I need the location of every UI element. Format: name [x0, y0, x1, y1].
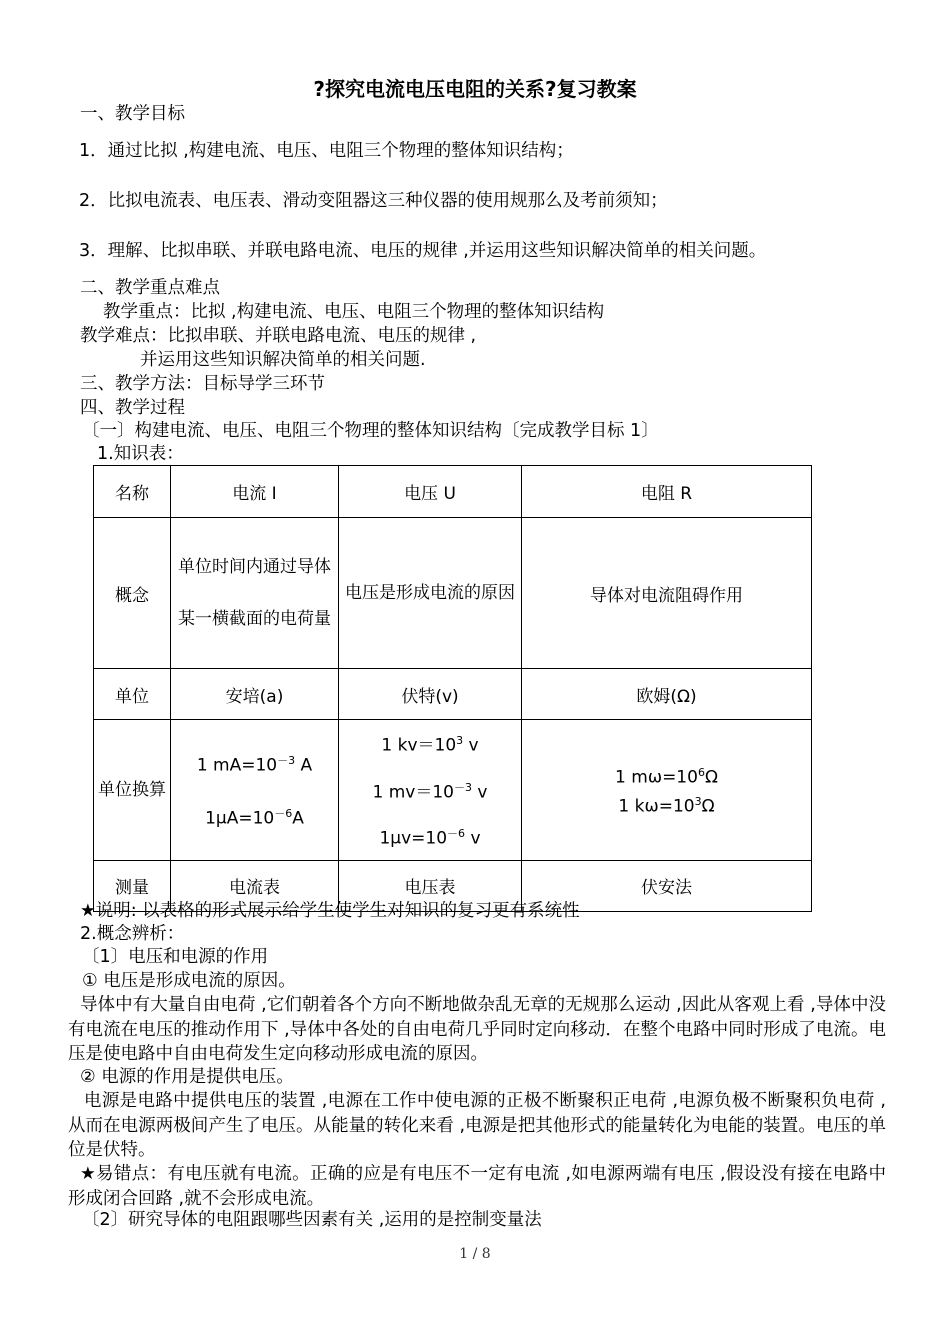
table-row [94, 466, 812, 518]
conversion-current [171, 720, 339, 861]
concept-current: 单位时间内通过导体某一横截面的电荷量 [171, 518, 339, 669]
concept-1a-heading: ① 电压是形成电流的原因。 [82, 971, 296, 991]
goal-1: 1．通过比拟 ,构建电流、电压、电阻三个物理的整体知识结构； [79, 141, 574, 161]
concept-voltage: 电压是形成电流的原因 [339, 518, 522, 669]
concept-heading: 2.概念辨析： [80, 924, 185, 944]
conversion-voltage-line: $1\mu v=10^{-6}$ v [379, 827, 481, 849]
conversion-current-line: $1\mu A=10^{-6}A$ [205, 806, 304, 829]
unit-current: 安培(a) [171, 669, 339, 720]
table-row [94, 518, 812, 669]
table-note: ★说明: 以表格的形式展示给学生使学生对知识的复习更有系统性 [80, 901, 580, 921]
concept-1-heading: 〔1〕电压和电源的作用 [82, 947, 269, 967]
goal-2: 2．比拟电流表、电压表、滑动变阻器这三种仪器的使用规那么及考前须知； [79, 191, 668, 211]
header-resistance: 电阻 R [522, 466, 812, 518]
concept-1b-paragraph: 电源是电路中提供电压的装置 ,电源在工作中使电源的正极不断聚积正电荷 ,电源负极不断聚积负电荷 ,从而在电源两极间产生了电压。从能量的转化来看 ,电源是把其他形式的能量转化为电能的装置。电压的单位是伏特。 [68, 1091, 886, 1160]
goal-3: 3．理解、比拟串联、并联电路电流、电压的规律 ,并运用这些知识解决简单的相关问题。 [79, 241, 767, 261]
section-method: 三、教学方法：目标导学三环节 [80, 374, 325, 394]
measure-voltage: 电压表 [339, 860, 522, 911]
conversion-current-line: 1 $mA=10^{-3}$ A [196, 754, 313, 776]
subsection-1-heading: 〔一〕构建电流、电压、电阻三个物理的整体知识结构〔完成教学目标 1〕 [82, 421, 659, 441]
measure-current: 电流表 [171, 860, 339, 911]
conversion-voltage-line: 1 $mv=10^{-3}$ v [372, 780, 488, 803]
conversion-resistance-line: 1 $k\omega=10^3\Omega$ [618, 794, 715, 817]
measure-resistance: 伏安法 [522, 860, 812, 911]
common-mistake: ★易错点：有电压就有电流。正确的应是有电压不一定有电流 ,如电源两端有电压 ,假设没有接在电路中形成闭合回路 ,就不会形成电流。 [68, 1164, 886, 1209]
conversion-voltage-line: 1 $kv=10^3$ v [381, 734, 479, 756]
conversion-resistance-line: 1 $m\omega=10^6\Omega$ [615, 766, 718, 788]
concept-2-heading: 〔2〕研究导体的电阻跟哪些因素有关 ,运用的是控制变量法 [82, 1210, 542, 1230]
conversion-resistance [522, 720, 812, 861]
header-current: 电流 I [171, 466, 339, 518]
table-row [94, 669, 812, 720]
document-title: ?探究电流电压电阻的关系?复习教案 [313, 77, 637, 101]
concept-1b-heading: ② 电源的作用是提供电压。 [80, 1067, 294, 1087]
row-label-concept: 概念 [94, 518, 171, 669]
unit-voltage: 伏特(v) [339, 669, 522, 720]
row-label-conversion: 单位换算 [94, 720, 171, 861]
key-point: 教学重点：比拟 ,构建电流、电压、电阻三个物理的整体知识结构 [103, 302, 605, 322]
knowledge-table [93, 465, 812, 912]
section-key-points-heading: 二、教学重点难点 [80, 278, 220, 298]
conversion-voltage [339, 720, 522, 861]
unit-resistance: 欧姆(Ω) [522, 669, 812, 720]
difficulty-line-2: 并运用这些知识解决简单的相关问题. [140, 350, 426, 370]
row-label-unit: 单位 [94, 669, 171, 720]
concept-resistance: 导体对电流阻碍作用 [522, 518, 812, 669]
row-label-measure: 测量 [94, 860, 171, 911]
page-number: 1 / 8 [459, 1246, 491, 1262]
difficulty-line-1: 教学难点：比拟串联、并联电路电流、电压的规律 , [80, 326, 477, 346]
header-voltage: 电压 U [339, 466, 522, 518]
section-process-heading: 四、教学过程 [80, 398, 185, 418]
table-row [94, 720, 812, 861]
knowledge-table-heading: 1.知识表： [97, 444, 184, 464]
section-goals-heading: 一、教学目标 [80, 104, 185, 124]
header-name: 名称 [94, 466, 171, 518]
concept-1a-paragraph: 导体中有大量自由电荷 ,它们朝着各个方向不断地做杂乱无章的无规那么运动 ,因此从客观上看 ,导体中没有电流在电压的推动作用下 ,导体中各处的自由电荷几乎同时定向移动．在整个电路中同时形成了电流。电压是使电路中自由电荷发生定向移动形成电流的原因。 [68, 995, 886, 1064]
